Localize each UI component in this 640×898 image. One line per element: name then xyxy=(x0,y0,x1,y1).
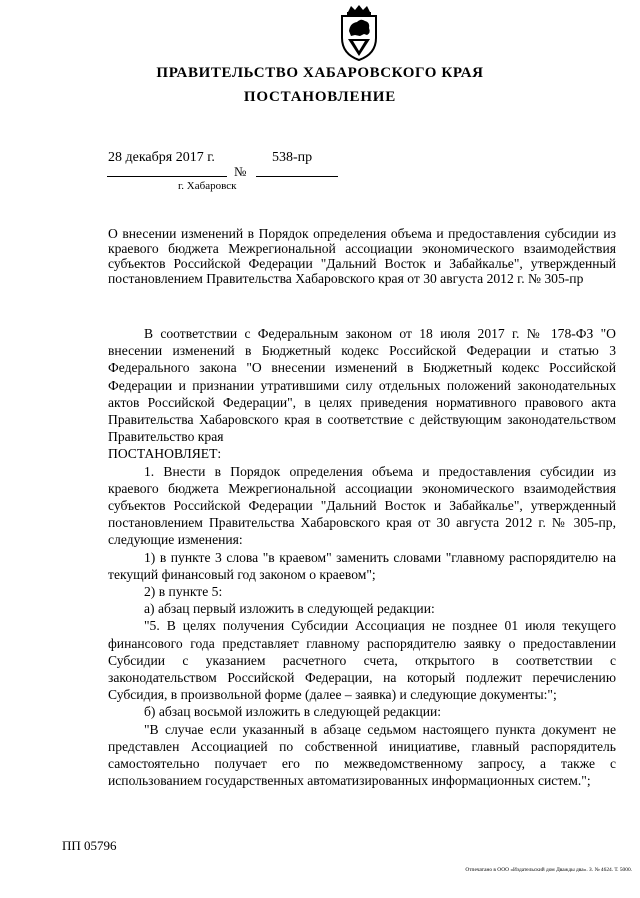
preamble-paragraph: В соответствии с Федеральным законом от 18 июля 2017 г. № 178-ФЗ "О внесении изменений в Бюджетный кодекс Российской Федерации и статью 3 Федерального закона "О внесении изменений в Бюджетный кодекс Российской Федерации и признании утратившими силу отдельных положений законодательных актов Российской Федерации", в целях приведения нормативного правового акта Правительства Хабаровского края в соответствие с действующим законодательством Правительство края xyxy=(108,326,616,445)
government-title: ПРАВИТЕЛЬСТВО ХАБАРОВСКОГО КРАЯ xyxy=(156,65,484,81)
coat-of-arms-icon xyxy=(334,4,384,62)
printer-imprint: Отпечатано в ООО «Издательский дом Дважды два». З. № 4624. Т. 5000. xyxy=(465,867,632,873)
document-city: г. Хабаровск xyxy=(178,180,237,192)
document-type: ПОСТАНОВЛЕНИЕ xyxy=(243,89,397,105)
subitem-2a-paragraph: а) абзац первый изложить в следующей редакции: xyxy=(144,601,435,617)
document-date: 28 декабря 2017 г. xyxy=(108,150,215,165)
quote-1-paragraph: "5. В целях получения Субсидии Ассоциация не позднее 01 июля текущего финансового года представляет главному распорядителю заявку о предоставлении Субсидии с указанием расчетного счета, открытого в соответствии с законодательством Российской Федерации, на который подлежит перечислению Субсидия, в произвольной форме (далее – заявка) и следующие документы:"; xyxy=(108,618,616,703)
quote-2-paragraph: "В случае если указанный в абзаце седьмом настоящего пункта документ не представлен Ассоциацией по собственной инициативе, главный распорядитель самостоятельно получает его по межведомственному запросу, а также с использованием государственных автоматизированных информационных систем."; xyxy=(108,721,616,789)
subitem-2b-paragraph: б) абзац восьмой изложить в следующей редакции: xyxy=(144,704,442,720)
footer-code: ПП 05796 xyxy=(62,838,117,853)
subitem-1-paragraph: 1) в пункте 3 слова "в краевом" заменить словами "главному распорядителю на текущий финансовый год законом о краевом"; xyxy=(108,549,616,582)
number-underline xyxy=(256,176,338,177)
document-number: 538-пр xyxy=(272,150,313,165)
date-underline xyxy=(107,176,227,177)
item-1-paragraph: 1. Внести в Порядок определения объема и предоставления субсидии из краевого бюджета Межрегиональной ассоциации экономического взаимодействия субъектов Российской Федерации "Дальний Восток и Забайкалье", утвержденный постановлением Правительства Хабаровского края от 30 августа 2012 г. № 305-пр, следующие изменения: xyxy=(108,463,616,548)
resolves-heading: ПОСТАНОВЛЯЕТ: xyxy=(108,446,222,462)
subitem-2-paragraph: 2) в пункте 5: xyxy=(144,584,223,600)
document-subject: О внесении изменений в Порядок определения объема и предоставления субсидии из краевого бюджета Межрегиональной ассоциации экономического взаимодействия субъектов Российской Федерации "Дальний Восток и Забайкалье", утвержденный постановлением Правительства Хабаровского края от 30 августа 2012 г. № 305-пр xyxy=(108,226,616,286)
document-body xyxy=(108,325,616,789)
number-sign: № xyxy=(234,164,247,179)
